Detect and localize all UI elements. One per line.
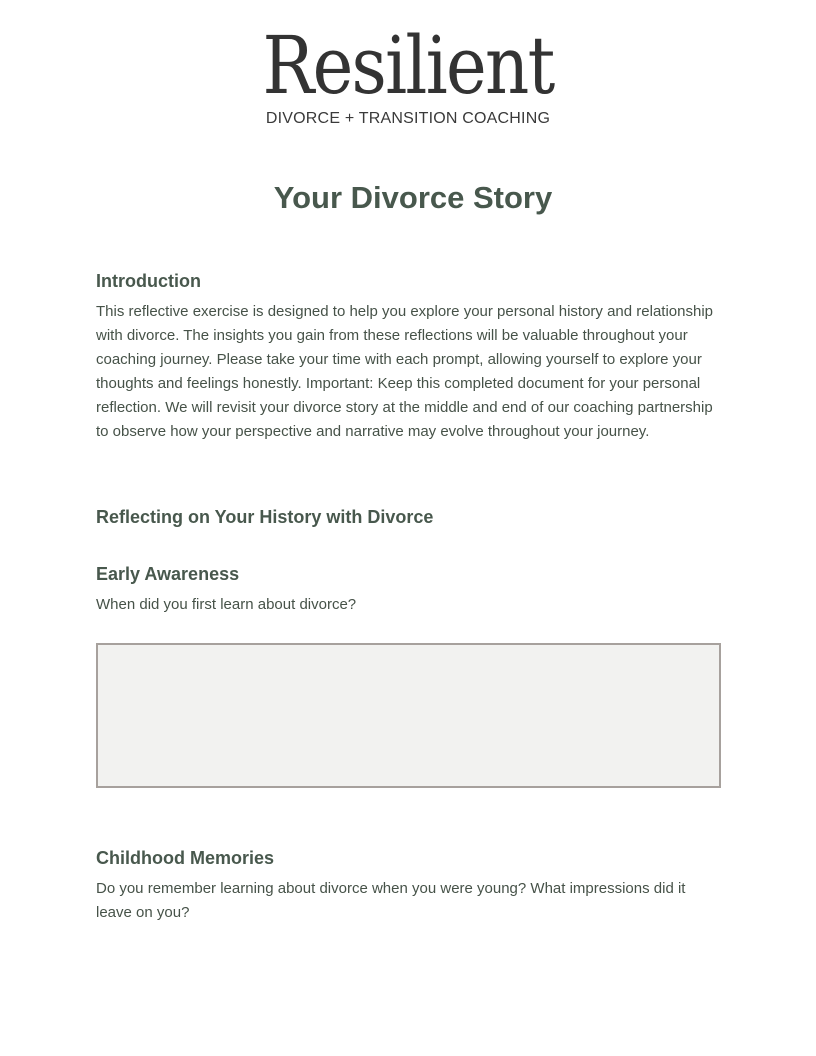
early-awareness-prompt: When did you first learn about divorce? [96,596,357,613]
early-awareness-section [96,563,720,617]
childhood-memories-section [96,847,720,925]
introduction-section [96,270,720,444]
childhood-memories-prompt: Do you remember learning about divorce when you were young? What impressions did it leave on you? [96,880,686,921]
page-title: Your Divorce Story [273,180,553,215]
reflecting-section [96,506,720,528]
logo-wordmark: Resilient [262,19,554,112]
introduction-heading: Introduction [96,271,201,291]
reflecting-heading: Reflecting on Your History with Divorce [96,507,434,527]
early-awareness-heading: Early Awareness [96,564,240,584]
early-awareness-answer-field[interactable] [96,643,721,788]
introduction-body: This reflective exercise is designed to help you explore your personal history and relationship with divorce. The insights you gain from these reflections will be valuable throughout your coaching journey. Please take your time with each prompt, allowing yourself to explore your thoughts and feelings honestly. Important: Keep this completed document for your personal reflection. We will revisit your divorce story at the middle and end of our coaching partnership to observe how your perspective and narrative may evolve throughout your journey. [96,303,713,440]
logo [0,19,816,128]
childhood-memories-heading: Childhood Memories [96,848,275,868]
logo-tagline: DIVORCE + TRANSITION COACHING [265,110,551,127]
